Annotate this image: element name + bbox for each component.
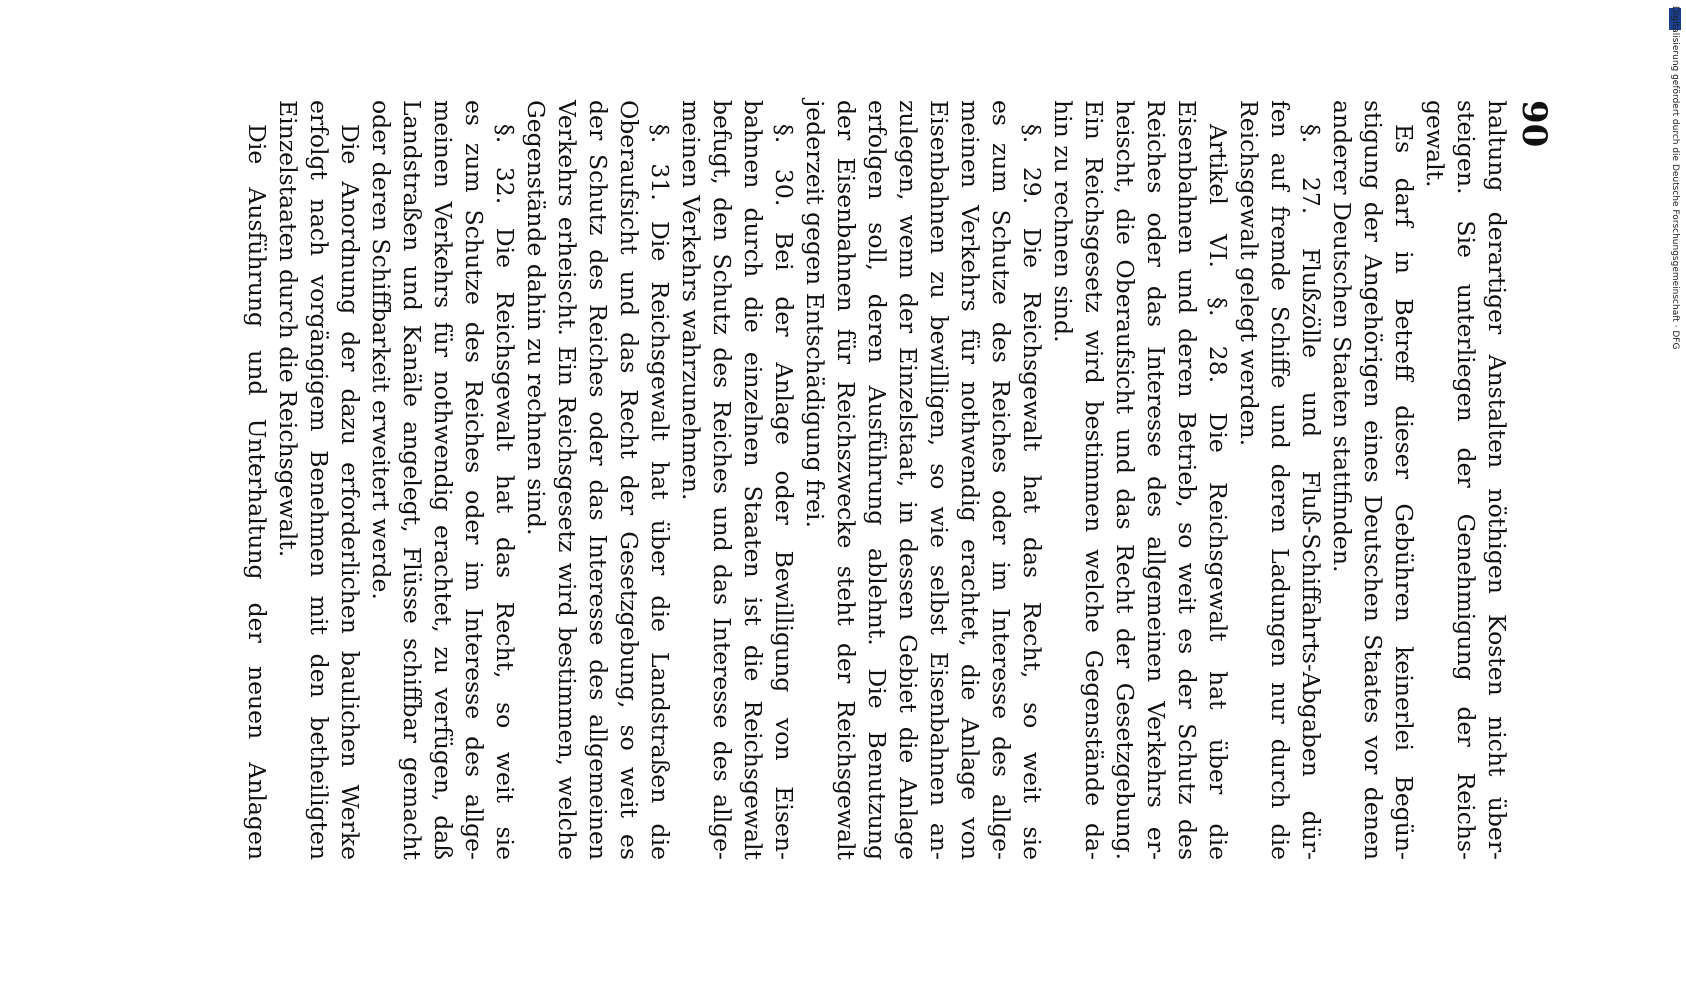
text-line: hin zu rechnen sind. [1049, 100, 1077, 343]
text-line: Reiches oder das Interesse des allgemeinen Verkehrs er- [1142, 100, 1170, 860]
text-line: heischt, die Oberaufsicht und das Recht der Gesetzgebung. [1111, 100, 1139, 860]
page-number: 90 [1514, 100, 1554, 148]
text-line: erfolgen soll, deren Ausführung ablehnt. Die Benutzung [863, 100, 891, 860]
text-line: Reichsgewalt gelegt werden. [1235, 100, 1263, 447]
text-line: erfolgt nach vorgängigem Benehmen mit den betheiligten [305, 100, 333, 860]
text-line: Ein Reichsgesetz wird bestimmen welche Gegenstände da- [1080, 100, 1108, 860]
text-line: Landstraßen und Kanäle angelegt, Flüsse schiffbar gemacht [398, 100, 426, 860]
text-line: §. 31. Die Reichsgewalt hat über die Landstraßen die [646, 124, 674, 860]
text-line: fen auf fremde Schiffe und deren Ladungen nur durch die [1266, 100, 1294, 860]
text-line: Eisenbahnen und deren Betrieb, so weit es der Schutz des [1173, 100, 1201, 860]
text-line: bahnen durch die einzelnen Staaten ist die Reichsgewalt [739, 100, 767, 860]
text-line: es zum Schutze des Reiches oder im Interesse des allge- [460, 100, 488, 860]
text-line: §. 32. Die Reichsgewalt hat das Recht, so weit sie [491, 124, 519, 860]
text-line: stigung der Angehörigen eines Deutschen Staates vor denen [1359, 100, 1387, 860]
text-line: Gegenstände dahin zu rechnen sind. [522, 100, 550, 536]
text-line: Eisenbahnen zu bewilligen, so wie selbst Eisenbahnen an- [925, 100, 953, 860]
text-line: §. 27. Flußzölle und Fluß-Schiffahrts-Abgaben dür- [1297, 124, 1325, 860]
text-line: der Schutz des Reiches oder das Interesse des allgemeinen [584, 100, 612, 860]
text-line: Die Ausführung und Unterhaltung der neuen Anlagen [243, 124, 271, 860]
text-line: §. 30. Bei der Anlage oder Bewilligung von Eisen- [770, 124, 798, 860]
body-text [241, 100, 1512, 860]
text-line: Einzelstaaten durch die Reichsgewalt. [274, 100, 302, 558]
text-line: jederzeit gegen Entschädigung frei. [801, 100, 829, 528]
rotated-page-content [140, 80, 1560, 880]
text-line: Oberaufsicht und das Recht der Gesetzgebung, so weit es [615, 100, 643, 860]
text-line: befugt, den Schutz des Reiches und das Interesse des allge- [708, 100, 736, 860]
text-line: oder deren Schiffbarkeit erweitert werde. [367, 100, 395, 600]
text-line: es zum Schutze des Reiches oder im Interesse des allge- [987, 100, 1015, 860]
text-line: Artikel VI. §. 28. Die Reichsgewalt hat über die [1204, 124, 1232, 860]
text-line: meinen Verkehrs für nothwendig erachtet, zu verfügen, daß [429, 100, 457, 860]
text-line: §. 29. Die Reichsgewalt hat das Recht, so weit sie [1018, 124, 1046, 860]
digitization-credit [1668, 6, 1682, 366]
credit-text: Digitalisierung gefördert durch die Deutsche Forschungsgemeinschaft · DFG [1670, 6, 1680, 350]
text-line: gewalt. [1421, 100, 1449, 188]
text-line: Es darf in Betreff dieser Gebühren keinerlei Begün- [1390, 124, 1418, 860]
text-line: meinen Verkehrs wahrzunehmen. [677, 100, 705, 501]
text-line: anderer Deutschen Staaten stattfinden. [1328, 100, 1356, 573]
text-line: Die Anordnung der dazu erforderlichen baulichen Werke [336, 124, 364, 860]
text-line: haltung derartiger Anstalten nöthigen Kosten nicht über- [1483, 100, 1511, 860]
text-line: steigen. Sie unterliegen der Genehmigung der Reichs- [1452, 100, 1480, 860]
text-line: zulegen, wenn der Einzelstaat, in dessen Gebiet die Anlage [894, 100, 922, 860]
text-line: meinen Verkehrs für nothwendig erachtet, die Anlage von [956, 100, 984, 860]
text-line: der Eisenbahnen für Reichszwecke steht der Reichsgewalt [832, 100, 860, 860]
text-line: Verkehrs erheischt. Ein Reichsgesetz wird bestimmen, welche [553, 100, 581, 860]
